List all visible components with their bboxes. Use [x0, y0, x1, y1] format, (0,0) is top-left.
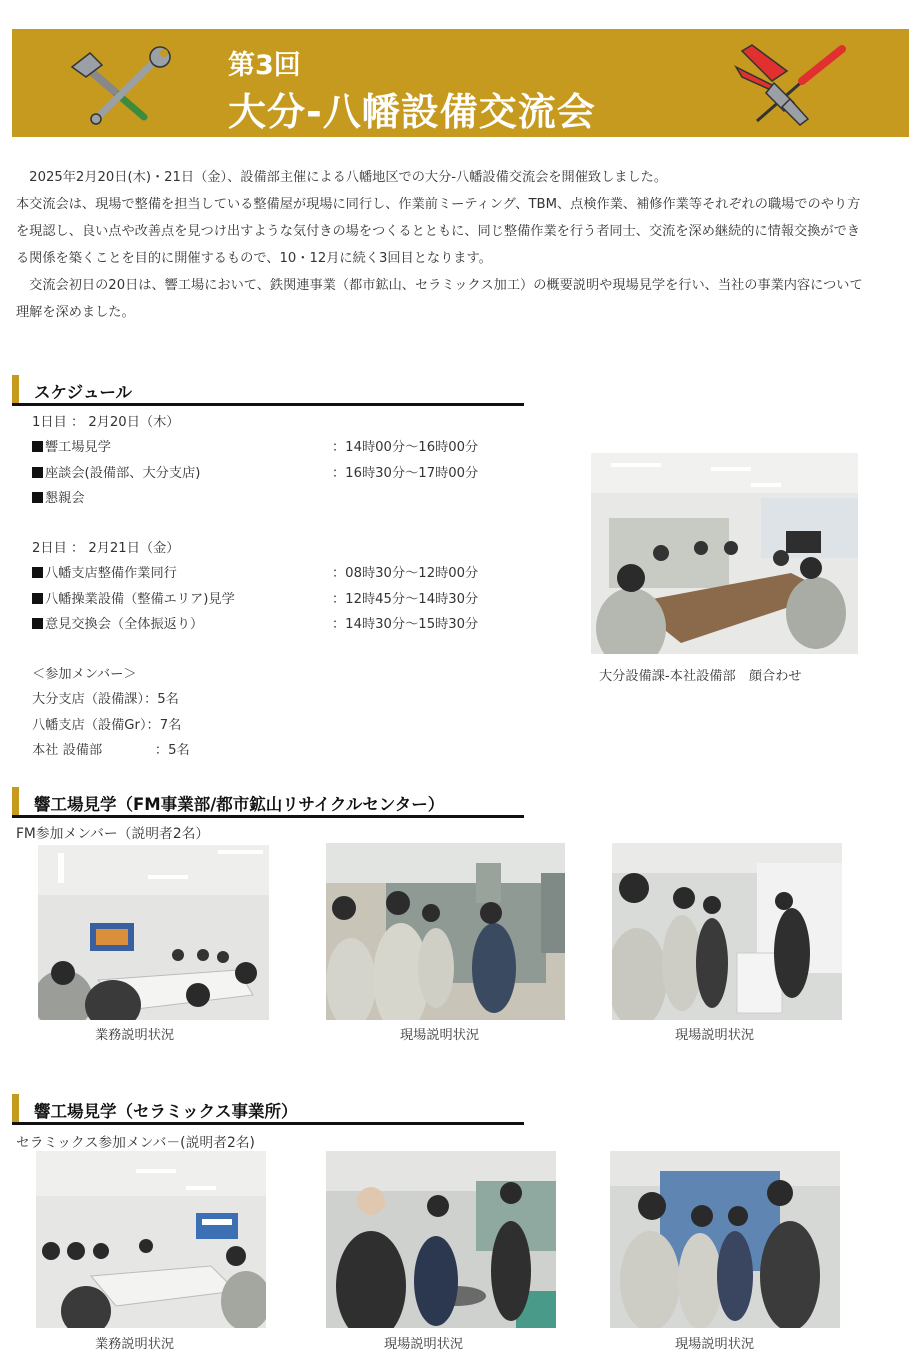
fm-caption-2: 現場説明状況 — [400, 1028, 480, 1043]
meeting-photo-caption: 大分設備課-本社設備部 顔合わせ — [599, 669, 802, 684]
ceramics-photo-site-2 — [610, 1151, 840, 1328]
event-number: 第3回 — [228, 50, 301, 81]
intro-text — [16, 164, 866, 326]
heading-bar — [12, 375, 19, 405]
schedule-item-label: 響工場見学 — [45, 440, 111, 456]
member-item: 八幡支店（設備Gr）：7名 — [32, 717, 182, 733]
bullet-square-icon — [32, 492, 43, 503]
day1-title: 1日目 ： 2月20日（木） — [32, 415, 180, 430]
fm-photo-site-2 — [612, 843, 842, 1020]
member-item: 本社 設備部 ：5名 — [32, 742, 190, 758]
ceramics-heading-title: 響工場見学（セラミックス事業所） — [34, 1102, 298, 1121]
schedule-item-label: 八幡操業設備（整備エリア)見学 — [45, 591, 235, 607]
schedule-day2 — [32, 536, 479, 637]
schedule-item-label: 座談会(設備部、大分支店) — [45, 465, 201, 481]
schedule-item-time: ：14時30分～15時30分 — [332, 616, 479, 632]
fm-caption-3: 現場説明状況 — [675, 1028, 755, 1043]
intro-paragraph-1: 2025年2月20日(木)・21日（金）、設備部主催による八幡地区での大分-八幡設備交流会を開催致しました。 — [16, 170, 668, 185]
ceramics-caption-3: 現場説明状況 — [675, 1337, 755, 1352]
participant-members — [32, 662, 190, 763]
schedule-item — [32, 461, 479, 486]
pliers-screwdriver-icon — [732, 41, 852, 131]
ceramics-members-label: セラミックス参加メンバ－(説明者2名) — [16, 1135, 255, 1151]
heading-bar — [12, 1094, 19, 1124]
heading-bar — [12, 787, 19, 817]
heading-underline — [12, 815, 524, 818]
fm-photo-briefing — [38, 845, 269, 1020]
schedule-item-time: ：12時45分～14時30分 — [332, 591, 479, 607]
day2-title: 2日目 ： 2月21日（金） — [32, 541, 180, 556]
ceramics-photo-briefing — [36, 1151, 266, 1328]
bullet-square-icon — [32, 567, 43, 578]
fm-photo-site-1 — [326, 843, 565, 1020]
schedule-item-label: 懇親会 — [45, 490, 85, 506]
schedule-item — [32, 435, 479, 460]
schedule-item — [32, 486, 200, 511]
intro-paragraph-2: 本交流会は、現場で整備を担当している整備屋が現場に同行し、作業前ミーティング、TBM、点検作業、補修作業等それぞれの職場でのやり方を現認し、良い点や改善点を見つけ出すような気付きの場をつくるとともに、同じ整備作業を行う者同士、交流を深め継続的に情報交換ができる関係を築くことを目的に開催するもので、10・12月に続く3回目となります。 — [16, 197, 861, 266]
members-title: ＜参加メンバー＞ — [32, 667, 137, 682]
ceramics-caption-2: 現場説明状況 — [384, 1337, 464, 1352]
heading-underline — [12, 1122, 524, 1125]
title-banner — [12, 29, 909, 137]
member-item: 大分支店（設備課）：5名 — [32, 692, 179, 708]
schedule-item-time: ：08時30分～12時00分 — [332, 566, 479, 582]
schedule-day1 — [32, 410, 479, 511]
heading-underline — [12, 403, 524, 406]
schedule-item-time: ：16時30分～17時00分 — [332, 465, 479, 481]
bullet-square-icon — [32, 441, 43, 452]
fm-heading-title: 響工場見学（FM事業部/都市鉱山リサイクルセンター） — [34, 795, 445, 814]
intro-paragraph-3: 交流会初日の20日は、響工場において、鉄関連事業（都市鉱山、セラミックス加工）の概要説明や現場見学を行い、当社の事業内容について理解を深めました。 — [16, 278, 863, 320]
page-title: 大分-八幡設備交流会 — [228, 90, 596, 134]
schedule-heading-title: スケジュール — [34, 383, 133, 402]
bullet-square-icon — [32, 593, 43, 604]
schedule-item — [32, 612, 479, 637]
fm-caption-1: 業務説明状況 — [95, 1028, 175, 1043]
meeting-photo — [591, 453, 858, 654]
schedule-item-label: 八幡支店整備作業同行 — [45, 566, 177, 582]
hammer-wrench-icon — [64, 45, 174, 127]
fm-members-label: FM参加メンバー（説明者2名） — [16, 826, 210, 842]
schedule-item-time: ：14時00分～16時00分 — [332, 440, 479, 456]
bullet-square-icon — [32, 467, 43, 478]
schedule-item — [32, 587, 479, 612]
schedule-item — [32, 561, 479, 586]
bullet-square-icon — [32, 618, 43, 629]
schedule-item-label: 意見交換会（全体振返り） — [45, 616, 204, 632]
ceramics-photo-site-1 — [326, 1151, 556, 1328]
ceramics-caption-1: 業務説明状況 — [95, 1337, 175, 1352]
